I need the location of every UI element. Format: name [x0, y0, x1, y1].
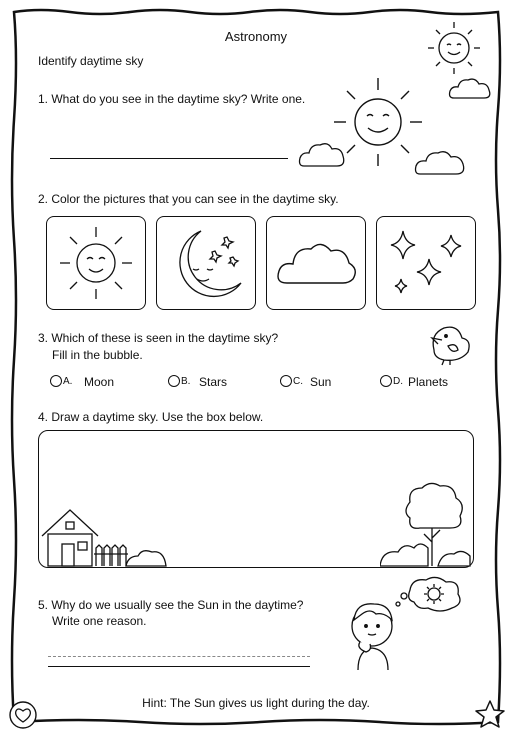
option-b-letter: B. [181, 376, 191, 387]
bubble-option-c[interactable] [280, 375, 292, 387]
cloud-icon [448, 74, 492, 102]
question-2: 2. Color the pictures that you can see in the daytime sky. [38, 192, 339, 206]
answer-line-5[interactable] [48, 666, 310, 667]
bubble-option-a[interactable] [50, 375, 62, 387]
star-icon [474, 698, 506, 730]
cloud-icon [298, 138, 346, 170]
option-a-label: Moon [84, 375, 115, 389]
bird-icon [426, 320, 478, 366]
house-icon [40, 506, 170, 568]
card-stars[interactable] [376, 216, 476, 310]
question-1: 1. What do you see in the daytime sky? Write one. [38, 92, 306, 106]
option-d-letter: D. [393, 376, 403, 387]
sun-icon [47, 217, 145, 309]
cloud-icon [414, 146, 466, 178]
sparkle-stars-icon [377, 217, 475, 309]
option-c-label: Sun [310, 375, 332, 389]
answer-line-1[interactable] [50, 158, 288, 159]
question-3: 3. Which of these is seen in the daytime sky? [38, 331, 279, 345]
option-d-label: Planets [408, 375, 449, 389]
card-moon[interactable] [156, 216, 256, 310]
subtitle: Identify daytime sky [38, 54, 144, 68]
heart-icon [8, 700, 38, 730]
question-5-instruction: Write one reason. [52, 614, 147, 628]
card-cloud[interactable] [266, 216, 366, 310]
cloud-icon [267, 217, 365, 309]
page-title: Astronomy [224, 29, 288, 44]
card-sun[interactable] [46, 216, 146, 310]
tree-icon [380, 478, 472, 568]
option-a-letter: A. [63, 376, 73, 387]
answer-guide-line [48, 656, 310, 657]
option-c-letter: C. [293, 376, 303, 387]
moon-icon [157, 217, 255, 309]
bubble-option-b[interactable] [168, 375, 180, 387]
question-4: 4. Draw a daytime sky. Use the box below. [38, 410, 264, 424]
question-5: 5. Why do we usually see the Sun in the daytime? [38, 598, 304, 612]
hint-text: Hint: The Sun gives us light during the day. [142, 696, 370, 710]
bubble-option-d[interactable] [380, 375, 392, 387]
option-b-label: Stars [199, 375, 228, 389]
thinking-boy-icon [340, 574, 470, 674]
question-3-instruction: Fill in the bubble. [52, 348, 143, 362]
